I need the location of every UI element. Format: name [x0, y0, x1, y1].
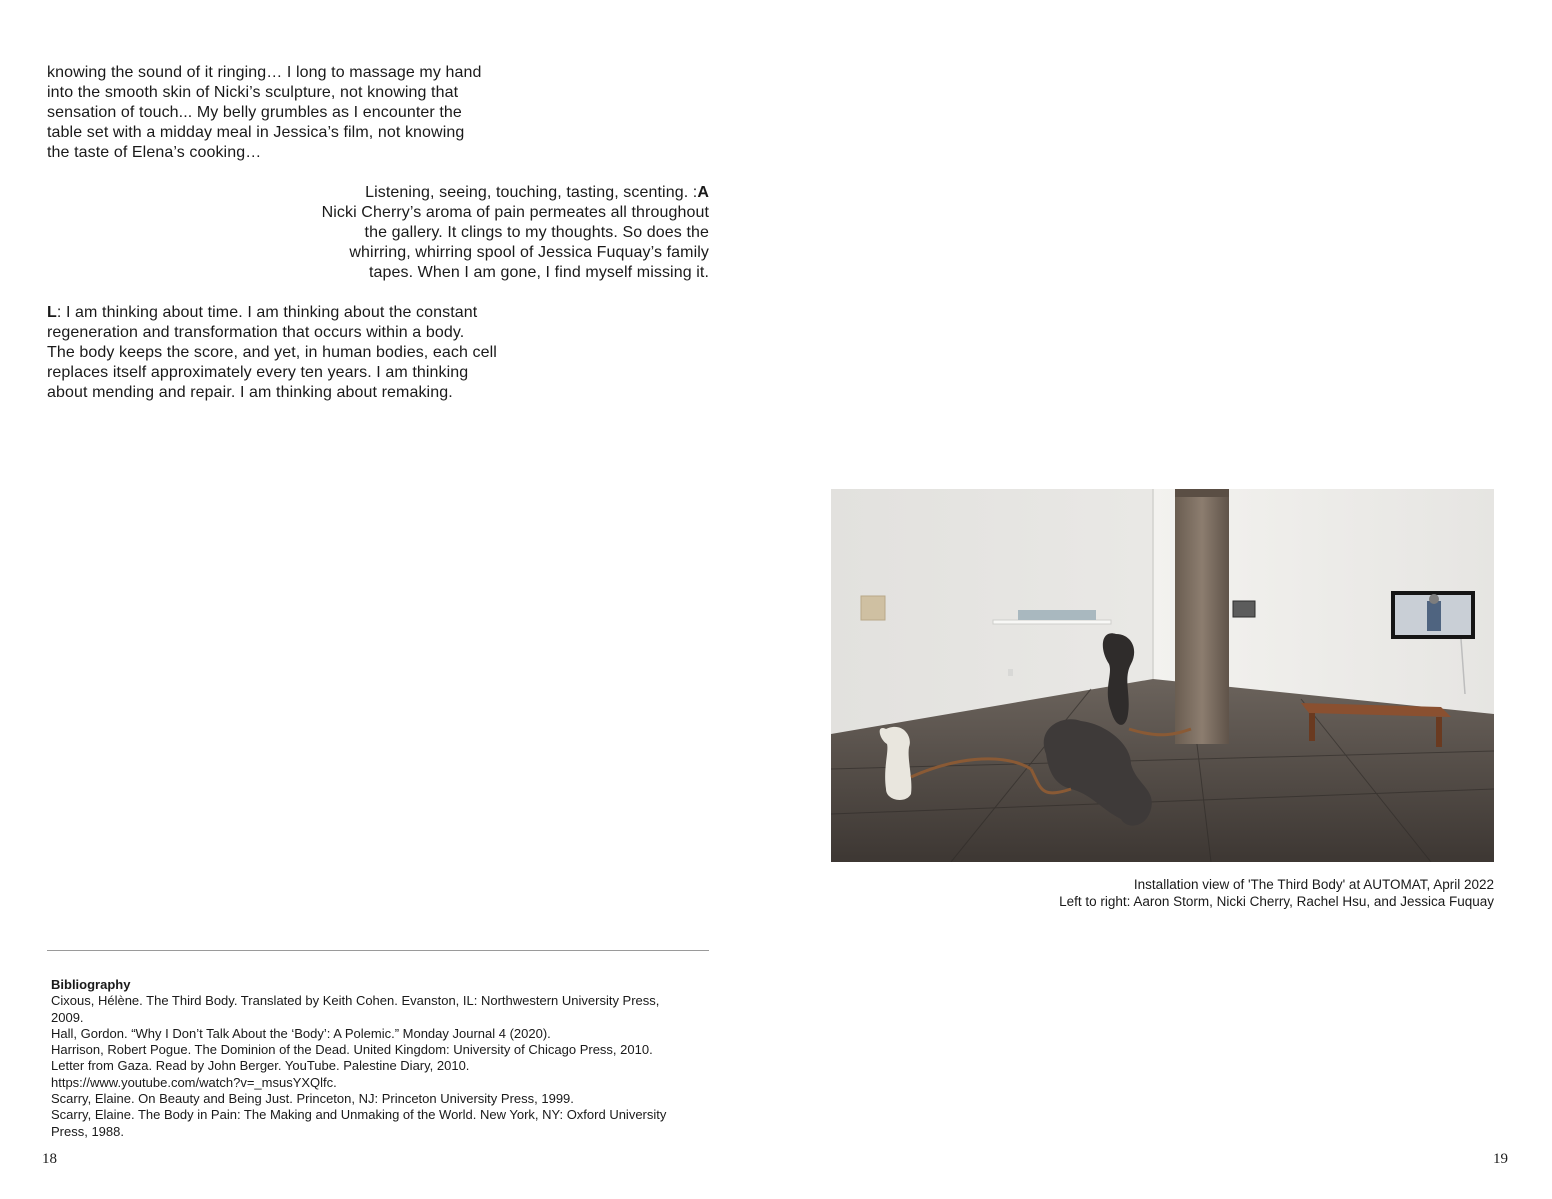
- text-line: sensation of touch... My belly grumbles as I encounter the: [47, 104, 462, 121]
- installation-photo: [831, 489, 1494, 862]
- bibliography-line: Hall, Gordon. “Why I Don’t Talk About the ‘Body’: A Polemic.” Monday Journal 4 (2020).: [51, 1025, 551, 1041]
- speaker-initial: A: [697, 184, 709, 201]
- body-paragraph-3: [47, 303, 537, 403]
- text-line: about mending and repair. I am thinking about remaking.: [47, 384, 453, 401]
- bibliography-heading: Bibliography: [51, 977, 131, 992]
- bibliography-link[interactable]: https://www.youtube.com/watch?v=_msusYXQlfc.: [51, 1074, 337, 1090]
- bibliography-line: Press, 1988.: [51, 1123, 124, 1139]
- caption-line: Left to right: Aaron Storm, Nicki Cherry, Rachel Hsu, and Jessica Fuquay: [1059, 894, 1494, 909]
- caption-line: Installation view of 'The Third Body' at AUTOMAT, April 2022: [1133, 877, 1494, 892]
- text-line: the gallery. It clings to my thoughts. So does the: [364, 224, 709, 241]
- text-fragment: Listening, seeing, touching, tasting, scenting. :: [365, 184, 698, 201]
- text-line: regeneration and transformation that occurs within a body.: [47, 324, 465, 341]
- text-line: [270, 183, 709, 203]
- photo-caption: [974, 876, 1494, 910]
- text-fragment: : I am thinking about time. I am thinking about the constant: [56, 304, 478, 321]
- shelf-photographs: [1018, 610, 1096, 620]
- text-line: table set with a midday meal in Jessica’s film, not knowing: [47, 124, 465, 141]
- wall-shelf: [993, 620, 1111, 624]
- bibliography-line: Cixous, Hélène. The Third Body. Translated by Keith Cohen. Evanston, IL: Northwestern University Press,: [51, 993, 660, 1009]
- wall-artwork-small: [861, 596, 885, 620]
- body-paragraph-2: [270, 183, 709, 283]
- speaker-initial: L: [47, 304, 57, 321]
- bibliography-line: Letter from Gaza. Read by John Berger. YouTube. Palestine Diary, 2010.: [51, 1058, 470, 1074]
- bibliography-line: Harrison, Robert Pogue. The Dominion of the Dead. United Kingdom: University of Chicago Press, 2010.: [51, 1042, 653, 1058]
- text-line: knowing the sound of it ringing… I long to massage my hand: [47, 64, 482, 81]
- bibliography-line: 2009.: [51, 1009, 84, 1025]
- page-number-right: 19: [1493, 1151, 1508, 1167]
- text-line: The body keeps the score, and yet, in human bodies, each cell: [47, 344, 497, 361]
- page-number-left: 18: [42, 1151, 57, 1167]
- wall-outlet: [1008, 669, 1013, 676]
- divider: [47, 950, 709, 951]
- concrete-column: [1175, 489, 1229, 744]
- bibliography-line: Scarry, Elaine. The Body in Pain: The Making and Unmaking of the World. New York, NY: Oxford University: [51, 1107, 667, 1123]
- body-paragraph-1: [47, 63, 527, 163]
- text-line: into the smooth skin of Nicki’s sculpture, not knowing that: [47, 84, 459, 101]
- text-line: [47, 303, 537, 323]
- text-line: whirring, whirring spool of Jessica Fuquay’s family: [349, 244, 709, 261]
- text-line: Nicki Cherry’s aroma of pain permeates all throughout: [321, 204, 709, 221]
- installation-photo-illustration: [831, 489, 1494, 862]
- text-line: replaces itself approximately every ten years. I am thinking: [47, 364, 469, 381]
- text-line: tapes. When I am gone, I find myself missing it.: [368, 264, 709, 281]
- bibliography-line: Scarry, Elaine. On Beauty and Being Just. Princeton, NJ: Princeton University Press, 1999.: [51, 1091, 574, 1107]
- text-line: the taste of Elena’s cooking…: [47, 144, 262, 161]
- bibliography: [51, 977, 721, 1140]
- wall-photograph: [1233, 601, 1255, 617]
